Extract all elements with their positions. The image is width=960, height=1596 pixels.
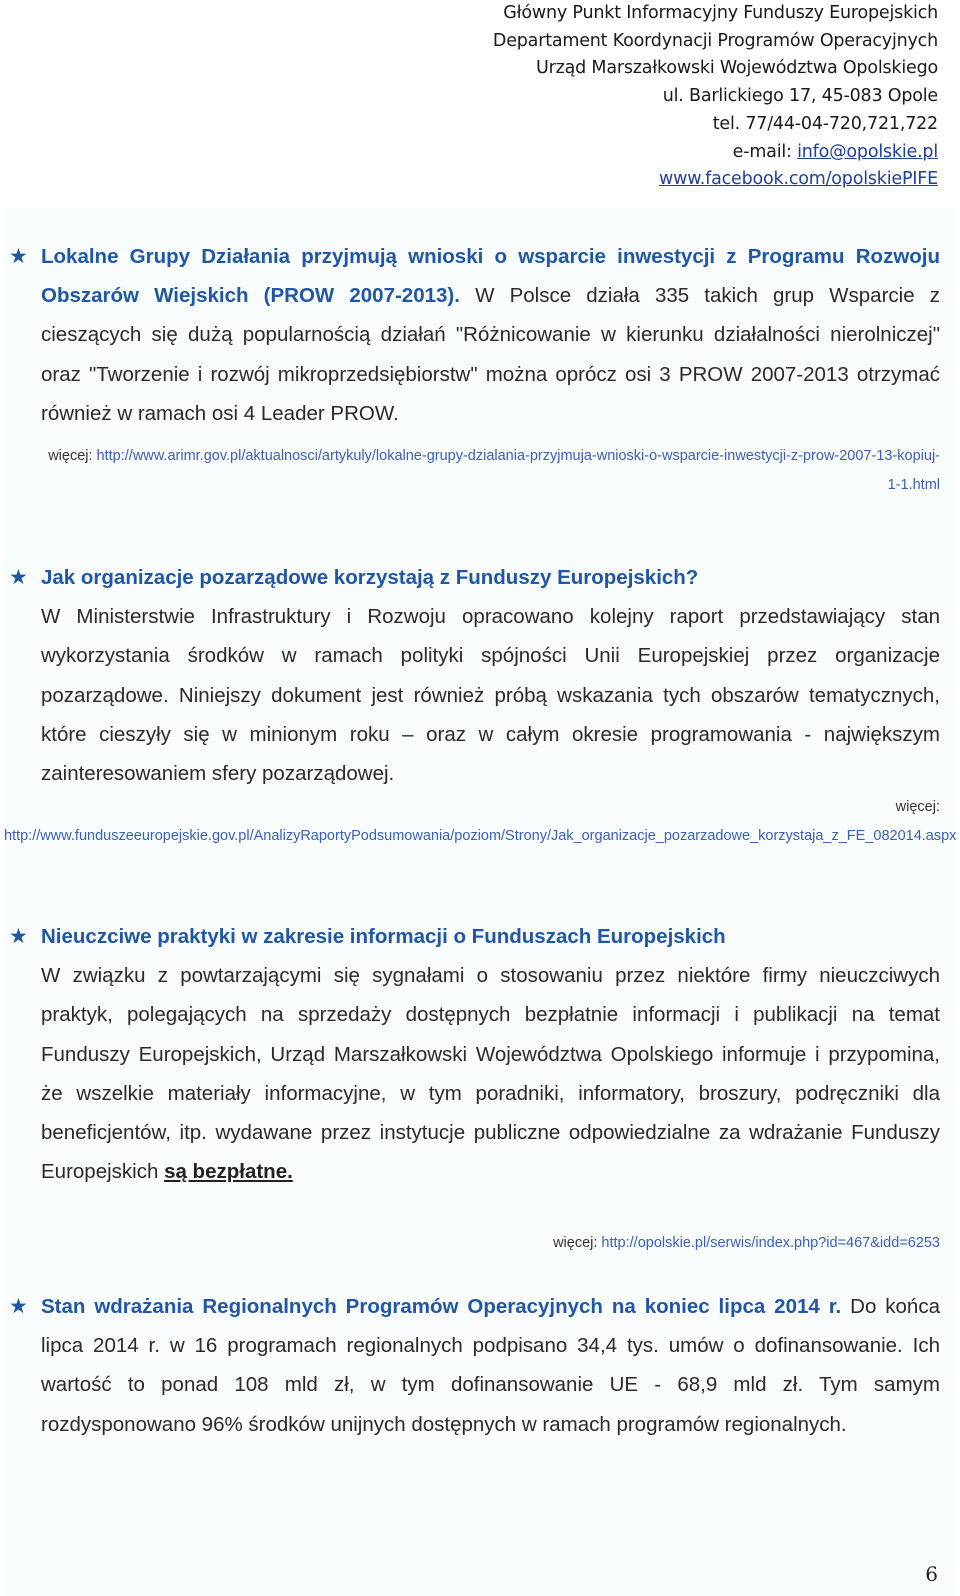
more-link[interactable]: http://www.funduszeeuropejskie.gov.pl/AnalizyRaportyPodsumowania/poziom/Strony/Jak_organizacje_pozarzadowe_korzystaja_z_FE_082014.aspx <box>4 828 957 845</box>
header-phone-line: tel. 77/44-04-720,721,722 <box>712 113 938 134</box>
header-office-line: Urząd Marszałkowski Województwa Opolskiego <box>536 58 938 79</box>
news-title: Jak organizacje pozarządowe korzystają z Funduszy Europejskich? <box>41 566 699 589</box>
star-bullet-icon: ★ <box>9 1295 28 1318</box>
newsletter-content <box>4 208 956 1596</box>
news-item-unfair-practices <box>4 917 956 1258</box>
news-title-line <box>41 917 940 956</box>
document-header <box>378 0 938 194</box>
news-body-text: W związku z powtarzającymi się sygnałami o stosowaniu przez niektóre firmy nieuczciwych praktyk, polegających na sprzedaży dostępnych bezpłatnie informacji i publikacji na temat Funduszy Europejskich, Urząd Marszałkowski Województwa Opolskiego informuje i przypomina, że wszelkie materiały informacyjne, w tym poradniki, informatory, broszury, podręczniki dla beneficjentów, itp. wydawane przez instytucje publiczne odpowiedzialne za wdrażanie Funduszy Europejskich <box>41 964 940 1184</box>
news-title: Lokalne Grupy Działania przyjmują wnioski o wsparcie inwestycji z Programu Rozwoju Obszarów Wiejskich (PROW 2007-2013). <box>41 245 940 308</box>
news-item-rpo-status <box>4 1287 956 1444</box>
facebook-link[interactable]: www.facebook.com/opolskiePIFE <box>659 169 938 190</box>
star-bullet-icon: ★ <box>9 566 28 589</box>
more-label: więcej: <box>48 448 97 465</box>
more-link[interactable]: http://opolskie.pl/serwis/index.php?id=467&idd=6253 <box>601 1235 940 1252</box>
news-body: W Ministerstwie Infrastruktury i Rozwoju opracowano kolejny raport przedstawiający stan wykorzystania środków w ramach polityki spójności Unii Europejskiej przez organizacje pozarządowe. Niniejszy dokument jest również próbą wskazania tych obszarów tematycznych, które cieszyły się w minionym roku – oraz w całym okresie programowania - największym zainteresowaniem sfery pozarządowej. <box>41 605 940 786</box>
news-title: Stan wdrażania Regionalnych Programów Operacyjnych na koniec lipca 2014 r. <box>41 1295 842 1318</box>
more-label: więcej: <box>895 799 940 816</box>
star-bullet-icon: ★ <box>9 245 28 268</box>
news-paragraph <box>41 1287 940 1444</box>
star-bullet-icon: ★ <box>9 925 28 948</box>
news-body: W Polsce działa 335 takich grup Wsparcie z cieszących się dużą popularnością działań "Różnicowanie w kierunku działalności nierolniczej" oraz "Tworzenie i rozwój mikroprzedsiębiorstw" można oprócz osi 3 PROW 2007-2013 otrzymać również w ramach osi 4 Leader PROW. <box>41 284 940 425</box>
news-title: Nieuczciwe praktyki w zakresie informacji o Funduszach Europejskich <box>41 925 726 948</box>
more-link-line <box>41 442 940 500</box>
header-address-line: ul. Barlickiego 17, 45-083 Opole <box>662 86 938 107</box>
more-link-line <box>41 1229 940 1258</box>
news-item-lgd <box>4 237 956 500</box>
header-department-line: Departament Koordynacji Programów Operacyjnych <box>492 30 938 51</box>
news-body <box>41 956 940 1191</box>
news-body: Do końca lipca 2014 r. w 16 programach regionalnych podpisano 34,4 tys. umów o dofinansowanie. Ich wartość to ponad 108 mld zł, w tym dofinansowanie UE - 68,9 mld zł. Tym samym rozdysponowano 96% środków unijnych dostępnych w ramach programów regionalnych. <box>41 1295 940 1436</box>
email-link[interactable]: info@opolskie.pl <box>797 141 938 162</box>
page-number: 6 <box>925 1562 938 1586</box>
news-title-line <box>41 558 940 597</box>
header-email-line <box>378 139 938 167</box>
email-label: e-mail: <box>732 141 798 162</box>
news-item-ngo <box>4 558 956 851</box>
more-link-line <box>4 822 957 851</box>
news-paragraph <box>41 237 940 433</box>
more-link[interactable]: http://www.arimr.gov.pl/aktualnosci/artykuly/lokalne-grupy-dzialania-przyjmuja-wnioski-o-wsparcie-inwestycji-z-prow-2007-13-kopiuj-1-1.html <box>96 448 940 494</box>
header-org-line: Główny Punkt Informacyjny Funduszy Europejskich <box>503 3 938 23</box>
more-label: więcej: <box>553 1235 602 1252</box>
news-body-emphasis: są bezpłatne. <box>164 1160 293 1184</box>
